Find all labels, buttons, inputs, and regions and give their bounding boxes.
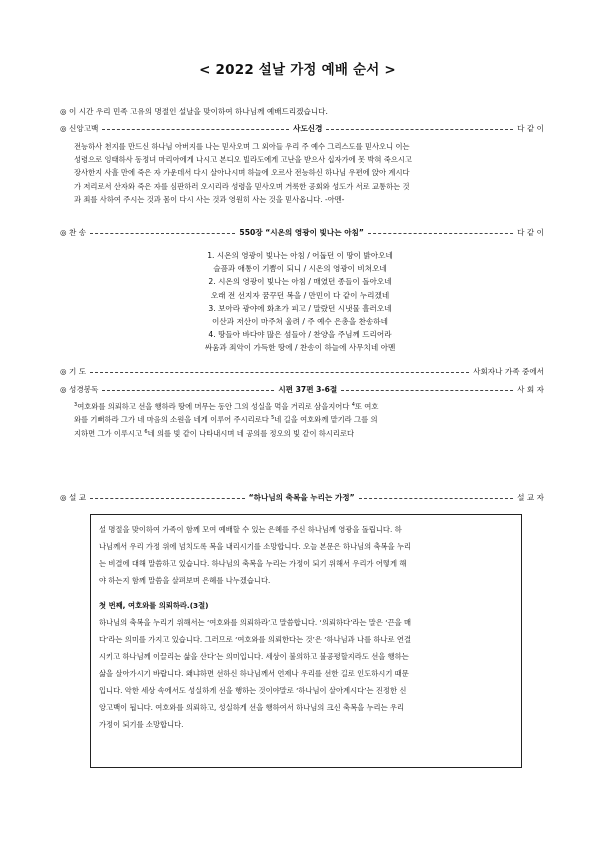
scripture-text	[74, 400, 544, 440]
creed-row	[60, 123, 544, 134]
creed-title: 사도신경	[293, 124, 323, 133]
hymn-line: 싸움과 죄악이 가득한 땅에 / 찬송이 하늘에 사무치네 아멘	[204, 343, 396, 353]
scripture-line	[74, 413, 544, 426]
verse-text: 네 길을 여호와께 맡기라 그를 의	[274, 415, 378, 425]
dashed-leader	[368, 233, 513, 234]
hymn-leader: 다 같 이	[517, 228, 544, 237]
sermon-body-line: 하나님의 축복을 누리기 위해서는 ‘여호와를 의뢰하라’고 말씀합니다. ‘의뢰하다’라는 말은 ‘끈을 매	[99, 618, 412, 627]
hymn-row	[60, 227, 544, 238]
creed-text	[74, 140, 544, 206]
verse-text: 또 여호	[354, 402, 379, 411]
verse-number: 3	[74, 402, 78, 408]
prayer-row	[60, 366, 544, 377]
intro-text: ◎ 이 시간 우리 민족 고유의 명절인 설날을 맞이하여 하나님께 예배드리겠습니다.	[60, 107, 328, 116]
hymn-title: 550장 “시온의 영광이 빛나는 아침”	[239, 228, 364, 237]
sermon-intro-line: 는 비결에 대해 말씀하고 있습니다. 하나님의 축복을 누리는 가정이 되기 위해서 우리가 어떻게 해	[99, 559, 407, 568]
reading-label: ◎ 성경봉독	[60, 385, 99, 394]
hymn-line: 3. 보아라 광야에 화초가 피고 / 말랐던 시냇물 흘러오네	[208, 303, 392, 313]
hymn-line: 이산과 저산이 마주쳐 울려 / 주 예수 은총을 찬송하네	[212, 317, 388, 327]
reading-leader: 사 회 자	[517, 385, 544, 394]
spacer	[99, 589, 514, 597]
dashed-leader	[359, 498, 514, 499]
dashed-leader	[102, 390, 274, 391]
creed-line: 성령으로 잉태하사 동정녀 마리아에게 나시고 본디오 빌라도에게 고난을 받으사 십자가에 못 박혀 죽으시고	[74, 155, 412, 165]
creed-line: 장사한지 사흘 만에 죽은 자 가운데서 다시 살아나시며 하늘에 오르사 전능하신 하나님 우편에 앉아 계시다	[74, 168, 410, 178]
hymn-lyrics	[150, 249, 450, 355]
sermon-leader: 설 교 자	[517, 493, 545, 502]
sermon-body-line: 가정이 되기를 소망합니다.	[99, 720, 184, 729]
hymn-line: 슬픔과 애통이 기쁨이 되니 / 시온의 영광이 비쳐오네	[213, 264, 387, 274]
prayer-leader: 사회자나 가족 중에서	[473, 367, 544, 376]
sermon-text	[99, 521, 514, 733]
sermon-point-heading: 첫 번째, 여호와를 의뢰하라.(3절)	[99, 601, 209, 610]
scripture-line	[74, 400, 544, 413]
verse-text: 지하면 그가 이루시고	[74, 428, 145, 438]
sermon-body-line: 앙고백이 됩니다. 여호와를 의뢰하고, 성실하게 선을 행하여서 하나님의 크신 축복을 누리는 우리	[99, 703, 405, 712]
creed-line: 가 저리로서 산자와 죽은 자를 심판하러 오시리라 성령을 믿사오며 거룩한 공회와 성도가 서로 교통하는 것	[74, 181, 410, 191]
verse-number: 6	[144, 428, 148, 435]
dashed-leader	[90, 233, 235, 234]
sermon-body-line: 삶을 살아가시기 바랍니다. 왜냐하면 선하신 하나님께서 언제나 우리를 선한 길로 인도하시기 때문	[99, 669, 409, 678]
hymn-line: 1. 시온의 영광이 빛나는 아침 / 어둡던 이 땅이 밝아오네	[207, 251, 393, 260]
reading-title: 시편 37편 3-6절	[278, 385, 338, 394]
dashed-leader	[341, 390, 513, 391]
hymn-label: ◎ 찬 송	[60, 228, 87, 237]
hymn-line: 2. 시온의 영광이 빛나는 아침 / 매였던 종들이 돌아오네	[208, 277, 392, 287]
hymn-line: 4. 땅들아 바다야 많은 섬들아 / 찬양을 주님께 드리어라	[208, 330, 392, 340]
sermon-label: ◎ 설 교	[60, 493, 87, 502]
verse-number: 5	[271, 415, 275, 422]
creed-leader: 다 같 이	[517, 124, 545, 133]
dashed-leader	[90, 498, 245, 499]
sermon-intro-line: 야 하는지 함께 말씀을 살펴보며 은혜를 나누겠습니다.	[99, 576, 271, 585]
sermon-title: “하나님의 축복을 누리는 가정”	[248, 493, 355, 502]
verse-number: 4	[351, 402, 355, 408]
sermon-intro-line: 설 명절을 맞이하여 가족이 함께 모여 예배할 수 있는 은혜를 주신 하나님께 영광을 돌립니다. 하	[99, 525, 402, 534]
dashed-leader	[90, 372, 469, 373]
dashed-leader	[326, 129, 513, 130]
dashed-leader	[102, 129, 289, 130]
sermon-box	[90, 514, 522, 768]
prayer-label: ◎ 기 도	[60, 367, 87, 376]
sermon-body-line: 다’라는 의미를 가지고 있습니다. 그러므로 ‘여호와를 의뢰한다는 것’은 ‘하나님과 나를 하나로 연결	[99, 635, 412, 644]
page-title: < 2022 설날 가정 예배 순서 >	[199, 62, 396, 78]
creed-label: ◎ 신앙고백	[60, 124, 99, 133]
scripture-line	[74, 427, 544, 440]
hymn-line: 오래 전 선지자 꿈꾸던 복을 / 만민이 다 같이 누리겠네	[210, 290, 390, 300]
sermon-intro-line: 나님께서 우리 가정 위에 넘치도록 복을 내리시기를 소망합니다. 오늘 본문은 하나님의 축복을 누리	[99, 542, 412, 551]
verse-text: 네 의를 빛 같이 나타내시며 네 공의를 정오의 빛 같이 하시리로다	[147, 428, 355, 438]
verse-text: 여호와를 의뢰하고 선을 행하라 땅에 머무는 동안 그의 성실을 먹을 거리로 삼을지어다	[77, 402, 352, 411]
reading-row	[60, 384, 544, 395]
sermon-body-line: 입니다. 악한 세상 속에서도 성실하게 선을 행하는 것이야말로 ‘하나님이 살아계시다’는 진정한 신	[99, 686, 407, 695]
sermon-row	[60, 492, 544, 503]
verse-text: 와를 기뻐하라 그가 네 마음의 소원을 네게 이루어 주시리로다	[74, 415, 272, 425]
creed-line: 전능하사 천지를 만드신 하나님 아버지를 나는 믿사오며 그 외아들 우리 주 예수 그리스도를 믿사오니 이는	[74, 142, 410, 151]
sermon-body-line: 시키고 하나님께 이끌리는 삶을 산다’는 의미입니다. 세상이 불의하고 불공평할지라도 선을 행하는	[99, 652, 409, 661]
creed-line: 과 죄를 사하여 주시는 것과 몸이 다시 사는 것과 영원히 사는 것을 믿사옵니다. -아멘-	[74, 194, 345, 204]
